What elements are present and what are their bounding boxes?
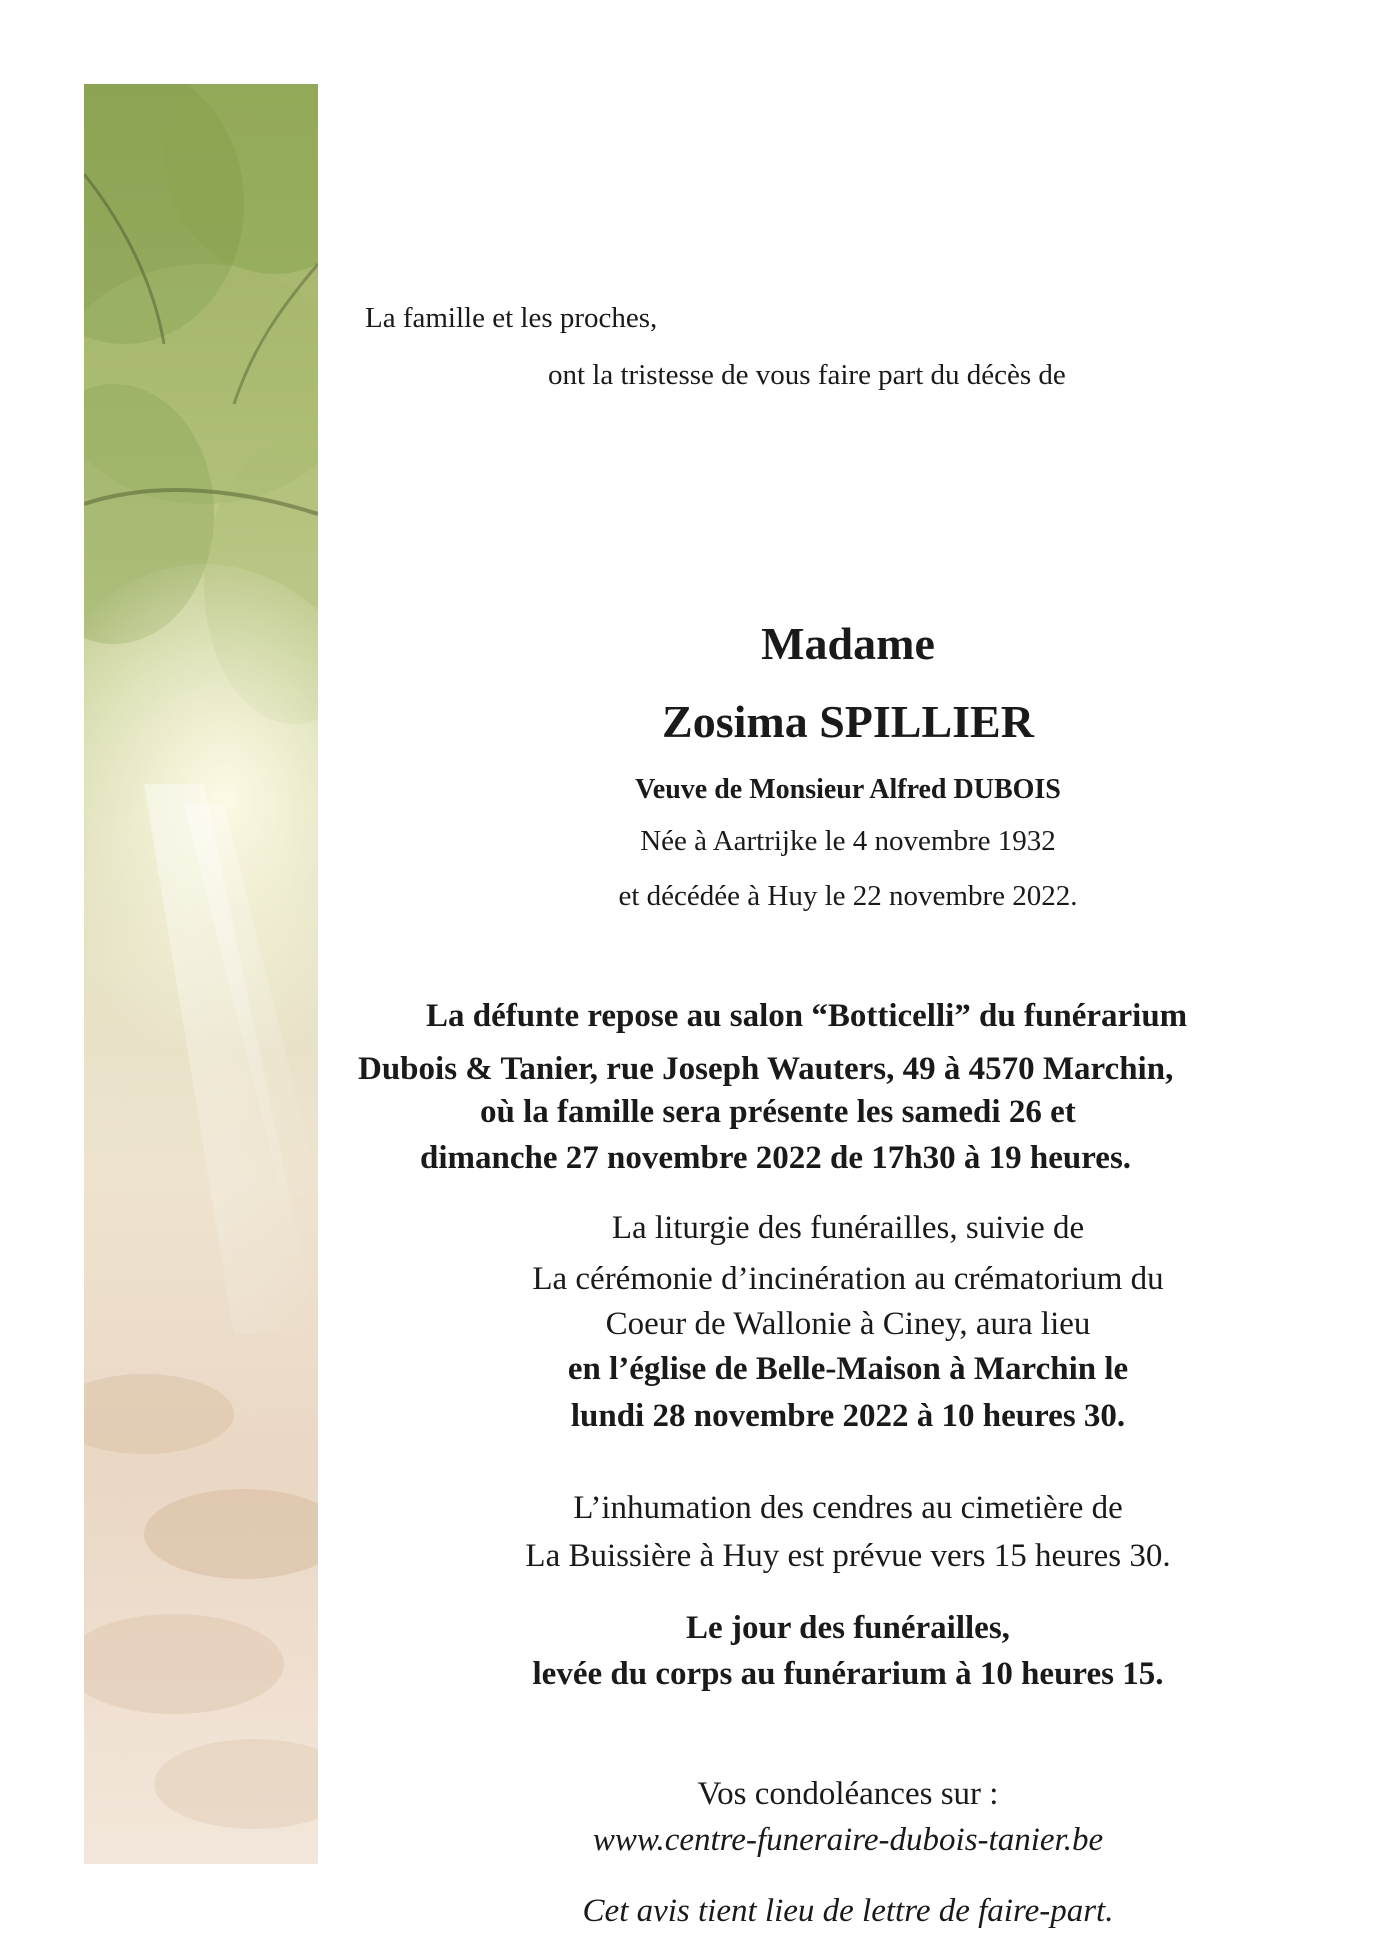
- liturgy-line: La liturgie des funérailles, suivie de: [611, 1210, 1085, 1246]
- widow-of: Veuve de Monsieur Alfred DUBOIS: [635, 774, 1061, 805]
- liturgy-line: Coeur de Wallonie à Ciney, aura lieu: [605, 1306, 1091, 1342]
- deceased-title: Madame: [761, 618, 935, 669]
- visitation-line: La défunte repose au salon “Botticelli” du funérarium: [426, 998, 1188, 1034]
- notice-text: Cet avis tient lieu de lettre de faire-part.: [582, 1893, 1114, 1929]
- visitation-line: Dubois & Tanier, rue Joseph Wauters, 49 à 4570 Marchin,: [358, 1051, 1174, 1087]
- visitation-line: où la famille sera présente les samedi 26 et: [480, 1094, 1076, 1130]
- liturgy-church: en l’église de Belle-Maison à Marchin le: [567, 1351, 1129, 1387]
- visitation-line: dimanche 27 novembre 2022 de 17h30 à 19 heures.: [420, 1140, 1132, 1176]
- inhumation-line: La Buissière à Huy est prévue vers 15 heures 30.: [525, 1538, 1171, 1574]
- inhumation-line: L’inhumation des cendres au cimetière de: [573, 1490, 1123, 1526]
- condolences-website[interactable]: www.centre-funeraire-dubois-tanier.be: [592, 1822, 1104, 1858]
- intro-announcement: ont la tristesse de vous faire part du décès de: [548, 359, 1066, 391]
- liturgy-date: lundi 28 novembre 2022 à 10 heures 30.: [570, 1398, 1126, 1434]
- birth-info: Née à Aartrijke le 4 novembre 1932: [640, 825, 1056, 857]
- deceased-name: Zosima SPILLIER: [662, 696, 1034, 747]
- liturgy-line: La cérémonie d’incinération au crématorium du: [532, 1261, 1164, 1297]
- intro-family: La famille et les proches,: [365, 302, 658, 334]
- funeral-day-line: levée du corps au funérarium à 10 heures 15.: [532, 1656, 1164, 1692]
- condolences-label: Vos condoléances sur :: [697, 1776, 999, 1812]
- funeral-day-line: Le jour des funérailles,: [686, 1610, 1010, 1646]
- forest-path-photo: [84, 84, 318, 1864]
- death-info: et décédée à Huy le 22 novembre 2022.: [618, 880, 1078, 912]
